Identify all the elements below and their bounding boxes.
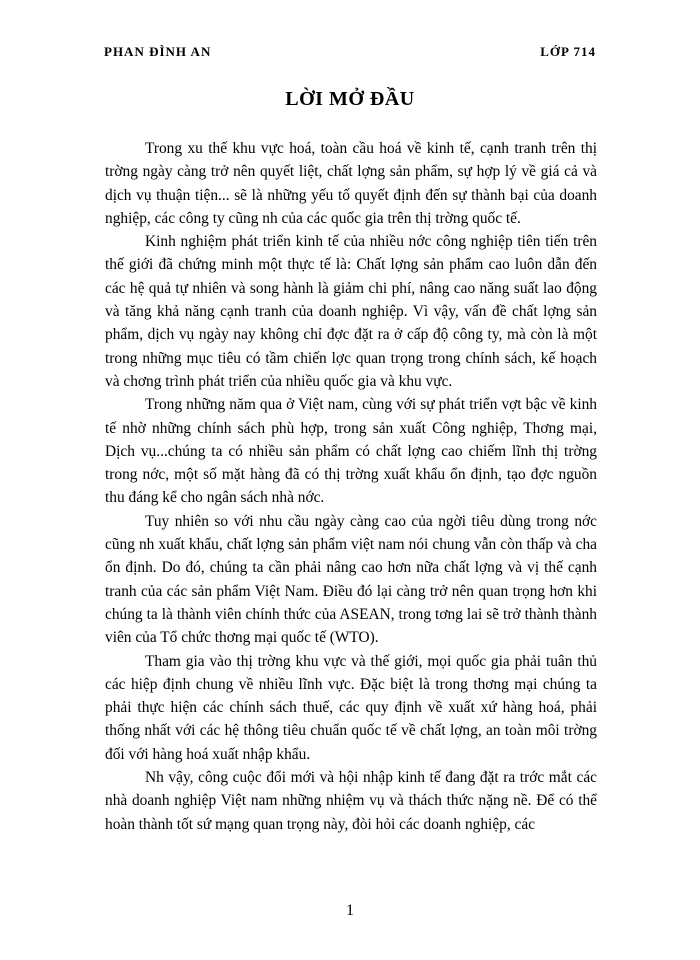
paragraph: Tham gia vào thị trờng khu vực và thế giới, mọi quốc gia phải tuân thủ các hiệp định chung về nhiều lĩnh vực. Đặc biệt là trong thơng mại chúng ta phải thực hiện các chính sách thuế, các quy định về xuất xứ hàng hoá, phải thống nhất với các hệ thông tiêu chuẩn quốc tế về chất lợng, an toàn môi trờng đối với hàng hoá xuất nhập khẩu. <box>105 652 597 763</box>
page-number: 1 <box>346 902 354 919</box>
paragraph: Trong những năm qua ở Việt nam, cùng với sự phát triển vợt bậc về kinh tế nhờ những chính sách phù hợp, trong sản xuất Công nghiệp, Thơng mại, Dịch vụ...chúng ta có nhiều sản phẩm có chất lợng cao chiếm lĩnh thị trờng trong nớc, một số mặt hàng đã có thị trờng xuất khẩu ổn định, tạo đợc nguồn thu đáng kể cho ngân sách nhà nớc. <box>105 396 597 507</box>
paragraph: Nh vậy, công cuộc đổi mới và hội nhập kinh tế đang đặt ra trớc mắt các nhà doanh nghiệp Việt nam những nhiệm vụ và thách thức nặng nề. Để có thể hoàn thành tốt sứ mạng quan trọng này, đòi hỏi các doanh nghiệp, các <box>105 769 597 833</box>
header-class: LỚP 714 <box>540 44 596 59</box>
document-body <box>105 137 597 836</box>
header-author: PHAN ĐÌNH AN <box>104 44 212 59</box>
page-header <box>104 44 596 64</box>
paragraph: Kinh nghiệm phát triển kinh tế của nhiều nớc công nghiệp tiên tiến trên thế giới đã chứng minh một thực tế là: Chất lợng sản phẩm cao luôn dẫn đến các hệ quả tự nhiên và song hành là giảm chi phí, nâng cao năng suất lao động và tăng khả năng cạnh tranh của doanh nghiệp. Vì vậy, vấn đề chất lợng sản phẩm, dịch vụ ngày nay không chỉ đợc đặt ra ở cấp độ công ty, mà còn là một trong những mục tiêu có tầm chiến lợc quan trọng trong chính sách, kế hoạch và chơng trình phát triển của nhiều quốc gia và khu vực. <box>105 233 597 390</box>
document-title: LỜI MỞ ĐẦU <box>285 88 415 110</box>
paragraph: Trong xu thế khu vực hoá, toàn cầu hoá về kinh tế, cạnh tranh trên thị trờng ngày càng trở nên quyết liệt, chất lợng sản phẩm, sự hợp lý về giá cả và dịch vụ thuận tiện... sẽ là những yếu tố quyết định đến sự thành bại của doanh nghiệp, các công ty cũng nh của các quốc gia trên thị trờng quốc tế. <box>105 140 597 227</box>
paragraph: Tuy nhiên so với nhu cầu ngày càng cao của ngời tiêu dùng trong nớc cũng nh xuất khẩu, chất lợng sản phẩm việt nam nói chung vẫn còn thấp và cha ổn định. Do đó, chúng ta cần phải nâng cao hơn nữa chất lợng và vị thế cạnh tranh của các sản phẩm Việt Nam. Điều đó lại càng trở nên quan trọng hơn khi chúng ta là thành viên chính thức của ASEAN, trong tơng lai sẽ trở thành thành viên của Tổ chức thơng mại quốc tế (WTO). <box>105 512 597 647</box>
